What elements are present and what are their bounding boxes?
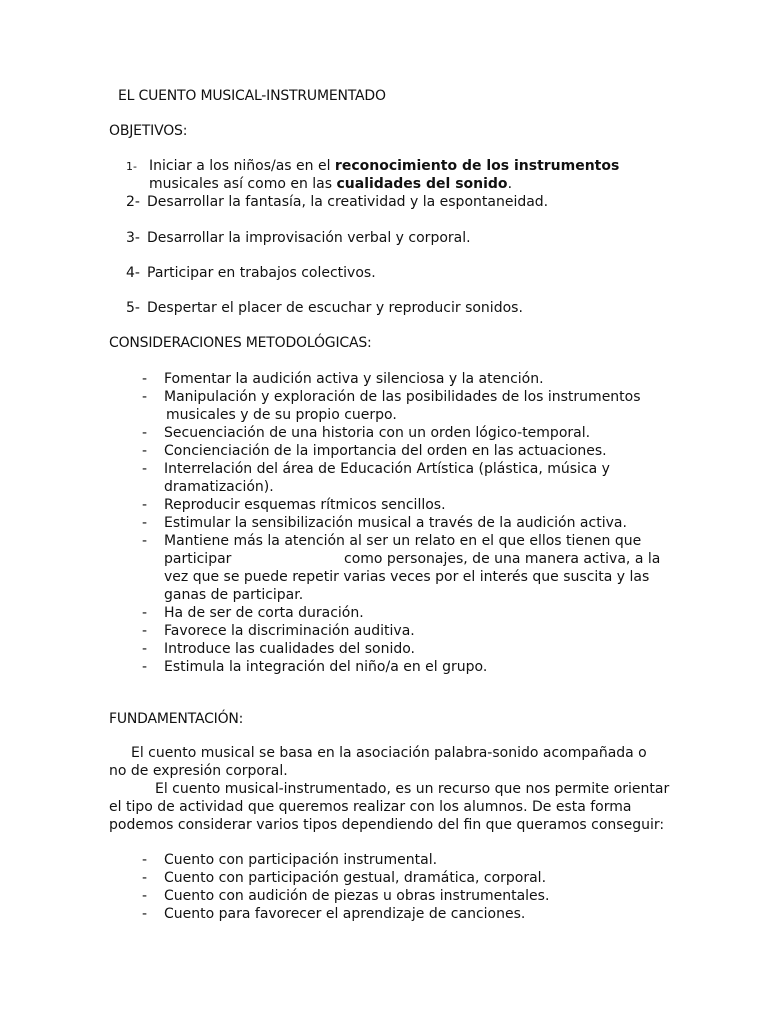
list-item: Introduce las cualidades del sonido. [164,641,415,657]
list-bullet: - [142,389,148,405]
list-item: Favorece la discriminación auditiva. [164,623,415,639]
paragraph-line: El cuento musical-instrumentado, es un recurso que nos permite orientar [155,781,670,797]
paragraph-line: el tipo de actividad que queremos realizar con los alumnos. De esta forma [109,799,632,815]
objetivo-text: Desarrollar la fantasía, la creatividad y la espontaneidad. [147,194,549,210]
list-bullet: - [142,641,148,657]
objetivo-bold-text: cualidades del sonido [336,176,508,192]
list-item: Estimula la integración del niño/a en el grupo. [164,659,488,675]
list-item: Manipulación y exploración de las posibilidades de los instrumentos [164,389,641,405]
list-item-continuation: participar [164,551,232,567]
list-bullet: - [142,852,148,868]
list-item: Cuento con audición de piezas u obras instrumentales. [164,888,550,904]
objetivo-number: 1- [126,160,137,173]
list-item-continuation: musicales y de su propio cuerpo. [166,407,397,423]
list-item: Cuento con participación instrumental. [164,852,438,868]
list-item: Concienciación de la importancia del orden en las actuaciones. [164,443,607,459]
objetivo-number: 2- [126,194,140,210]
objetivo-text: Iniciar a los niños/as en el [149,158,335,174]
list-item-continuation: ganas de participar. [164,587,304,603]
objetivos-heading: OBJETIVOS: [109,123,188,139]
objetivo-text: Participar en trabajos colectivos. [147,265,376,281]
list-item: Cuento para favorecer el aprendizaje de canciones. [164,906,526,922]
list-item: Reproducir esquemas rítmicos sencillos. [164,497,446,513]
list-bullet: - [142,870,148,886]
list-item: Ha de ser de corta duración. [164,605,364,621]
list-item-continuation: dramatización). [164,479,274,495]
list-bullet: - [142,623,148,639]
list-item: Secuenciación de una historia con un orden lógico-temporal. [164,425,591,441]
list-bullet: - [142,461,148,477]
list-item: Mantiene más la atención al ser un relato en el que ellos tienen que [164,533,642,549]
paragraph-line: podemos considerar varios tipos dependiendo del fin que queramos conseguir: [109,817,665,833]
document-title: EL CUENTO MUSICAL-INSTRUMENTADO [118,88,386,104]
list-item: Estimular la sensibilización musical a través de la audición activa. [164,515,627,531]
list-bullet: - [142,605,148,621]
objetivo-text: Desarrollar la improvisación verbal y corporal. [147,230,471,246]
fundamentacion-heading: FUNDAMENTACIÓN: [109,711,244,727]
objetivo-number: 5- [126,300,140,316]
paragraph-line: El cuento musical se basa en la asociación palabra-sonido acompañada o [131,745,647,761]
list-bullet: - [142,425,148,441]
list-bullet: - [142,659,148,675]
list-item-continuation: vez que se puede repetir varias veces por el interés que suscita y las [164,569,650,585]
list-item-continuation: como personajes, de una manera activa, a la [344,551,661,567]
list-bullet: - [142,443,148,459]
list-item: Interrelación del área de Educación Artística (plástica, música y [164,461,610,477]
objetivo-text: musicales así como en las [149,176,337,192]
list-bullet: - [142,888,148,904]
objetivo-text: . [507,176,513,192]
paragraph-line: no de expresión corporal. [109,763,288,779]
objetivo-number: 3- [126,230,140,246]
objetivo-bold-text: reconocimiento de los instrumentos [334,158,620,174]
list-item: Fomentar la audición activa y silenciosa y la atención. [164,371,544,387]
list-bullet: - [142,371,148,387]
consideraciones-heading: CONSIDERACIONES METODOLÓGICAS: [109,335,372,351]
list-bullet: - [142,497,148,513]
list-bullet: - [142,515,148,531]
list-bullet: - [142,533,148,549]
objetivo-text: Despertar el placer de escuchar y reproducir sonidos. [147,300,523,316]
objetivo-number: 4- [126,265,140,281]
list-bullet: - [142,906,148,922]
list-item: Cuento con participación gestual, dramática, corporal. [164,870,547,886]
